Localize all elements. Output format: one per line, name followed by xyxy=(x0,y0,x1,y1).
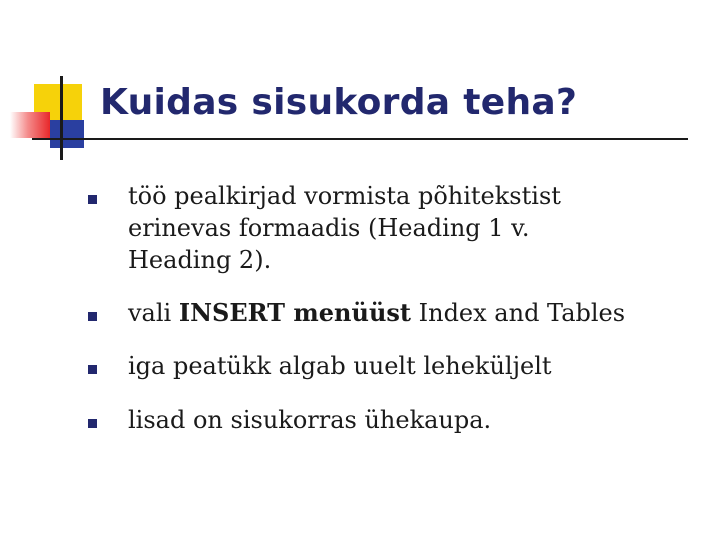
bullet-line: töö pealkirjad vormista põhitekstist xyxy=(128,182,561,210)
bullet-text: lisad on sisukorras ühekaupa. xyxy=(128,406,492,434)
bullet-text-post: Index and Tables xyxy=(411,299,626,327)
square-bullet-icon xyxy=(88,195,97,204)
bullet-line: erinevas formaadis (Heading 1 v. xyxy=(128,214,530,242)
logo-red-square xyxy=(10,112,50,138)
square-bullet-icon xyxy=(88,312,97,321)
bullet-text-bold: INSERT menüüst xyxy=(178,298,411,327)
bullet-text xyxy=(128,180,718,276)
bullet-text: iga peatükk algab uuelt leheküljelt xyxy=(128,352,552,380)
logo-vertical-line xyxy=(60,76,63,160)
bullet-text-pre: vali xyxy=(128,299,179,327)
square-bullet-icon xyxy=(88,419,97,428)
slide-title: Kuidas sisukorda teha? xyxy=(100,82,578,123)
square-bullet-icon xyxy=(88,365,97,374)
bullet-text xyxy=(128,297,718,329)
logo-blue-square xyxy=(50,120,84,148)
bullet-line: Heading 2). xyxy=(128,246,272,274)
title-underline xyxy=(32,138,688,140)
